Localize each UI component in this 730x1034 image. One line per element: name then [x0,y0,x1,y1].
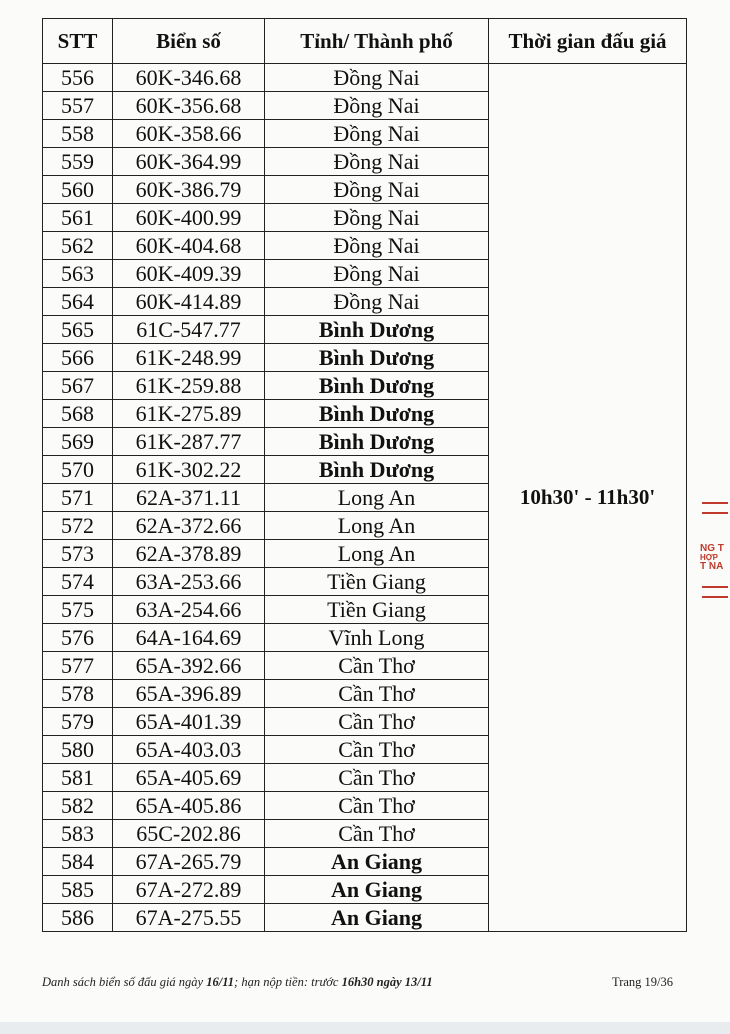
cell-province: Bình Dương [265,316,489,344]
cell-province: Tiền Giang [265,596,489,624]
cell-province: Đồng Nai [265,148,489,176]
cell-province: An Giang [265,904,489,932]
cell-province: Đồng Nai [265,260,489,288]
cell-province: Đồng Nai [265,64,489,92]
stamp-text: NG T [700,543,724,554]
cell-province: Tiền Giang [265,568,489,596]
cell-province: An Giang [265,848,489,876]
footer-prefix: Danh sách biển số đấu giá ngày [42,975,207,989]
header-plate: Biển số [113,19,265,64]
cell-stt: 569 [43,428,113,456]
cell-plate: 60K-409.39 [113,260,265,288]
cell-stt: 562 [43,232,113,260]
cell-plate: 65A-405.69 [113,764,265,792]
cell-stt: 575 [43,596,113,624]
stamp-line-top [702,502,728,514]
cell-stt: 583 [43,820,113,848]
cell-plate: 62A-378.89 [113,540,265,568]
cell-plate: 67A-275.55 [113,904,265,932]
header-province: Tỉnh/ Thành phố [265,19,489,64]
cell-province: Đồng Nai [265,232,489,260]
cell-plate: 67A-272.89 [113,876,265,904]
cell-plate: 61K-302.22 [113,456,265,484]
cell-plate: 64A-164.69 [113,624,265,652]
cell-plate: 60K-346.68 [113,64,265,92]
cell-plate: 62A-372.66 [113,512,265,540]
cell-stt: 574 [43,568,113,596]
cell-stt: 558 [43,120,113,148]
cell-stt: 566 [43,344,113,372]
footer-note [42,975,433,990]
cell-stt: 567 [43,372,113,400]
cell-plate: 65A-401.39 [113,708,265,736]
cell-province: Đồng Nai [265,288,489,316]
red-stamp-fragment [700,498,730,630]
cell-province: Cần Thơ [265,708,489,736]
cell-province: Bình Dương [265,456,489,484]
cell-province: Bình Dương [265,428,489,456]
cell-plate: 65A-392.66 [113,652,265,680]
cell-plate: 60K-414.89 [113,288,265,316]
cell-plate: 67A-265.79 [113,848,265,876]
cell-stt: 579 [43,708,113,736]
cell-stt: 578 [43,680,113,708]
header-auction-time: Thời gian đấu giá [489,19,687,64]
cell-province: Đồng Nai [265,176,489,204]
cell-stt: 564 [43,288,113,316]
cell-stt: 580 [43,736,113,764]
cell-stt: 577 [43,652,113,680]
page-number: Trang 19/36 [612,975,674,989]
cell-plate: 61K-275.89 [113,400,265,428]
footer-deadline: 16h30 ngày 13/11 [341,975,433,989]
table-row [43,64,687,92]
cell-plate: 61C-547.77 [113,316,265,344]
cell-stt: 563 [43,260,113,288]
cell-province: Đồng Nai [265,204,489,232]
cell-stt: 586 [43,904,113,932]
cell-auction-time: 10h30' - 11h30' [489,64,687,932]
cell-province: Cần Thơ [265,680,489,708]
cell-plate: 60K-358.66 [113,120,265,148]
cell-plate: 60K-404.68 [113,232,265,260]
cell-plate: 65A-403.03 [113,736,265,764]
cell-plate: 61K-287.77 [113,428,265,456]
cell-stt: 585 [43,876,113,904]
cell-stt: 565 [43,316,113,344]
cell-plate: 65C-202.86 [113,820,265,848]
bottom-strip [0,1022,730,1034]
cell-province: Long An [265,540,489,568]
cell-province: An Giang [265,876,489,904]
cell-plate: 60K-364.99 [113,148,265,176]
cell-province: Bình Dương [265,372,489,400]
cell-province: Đồng Nai [265,92,489,120]
cell-plate: 63A-253.66 [113,568,265,596]
cell-stt: 561 [43,204,113,232]
cell-stt: 584 [43,848,113,876]
table-body [43,64,687,932]
cell-stt: 572 [43,512,113,540]
cell-plate: 60K-400.99 [113,204,265,232]
cell-plate: 62A-371.11 [113,484,265,512]
cell-province: Cần Thơ [265,820,489,848]
cell-province: Cần Thơ [265,652,489,680]
cell-plate: 65A-405.86 [113,792,265,820]
cell-stt: 568 [43,400,113,428]
cell-stt: 573 [43,540,113,568]
cell-province: Cần Thơ [265,792,489,820]
stamp-line-bottom [702,586,728,598]
cell-province: Cần Thơ [265,764,489,792]
cell-plate: 65A-396.89 [113,680,265,708]
cell-stt: 556 [43,64,113,92]
cell-stt: 559 [43,148,113,176]
cell-stt: 576 [43,624,113,652]
cell-stt: 581 [43,764,113,792]
stamp-text: T NA [700,561,724,572]
stamp-text: HỢP [700,553,718,562]
cell-province: Bình Dương [265,344,489,372]
cell-plate: 61K-259.88 [113,372,265,400]
cell-province: Long An [265,512,489,540]
cell-plate: 60K-386.79 [113,176,265,204]
cell-stt: 582 [43,792,113,820]
table-header-row [43,19,687,64]
cell-stt: 557 [43,92,113,120]
cell-province: Vĩnh Long [265,624,489,652]
header-stt: STT [43,19,113,64]
footer-middle: ; hạn nộp tiền: trước [234,975,342,989]
cell-plate: 61K-248.99 [113,344,265,372]
cell-plate: 60K-356.68 [113,92,265,120]
footer-auction-date: 16/11 [206,975,235,989]
cell-stt: 560 [43,176,113,204]
cell-province: Long An [265,484,489,512]
cell-stt: 570 [43,456,113,484]
cell-province: Đồng Nai [265,120,489,148]
cell-province: Cần Thơ [265,736,489,764]
cell-stt: 571 [43,484,113,512]
auction-table [42,18,687,932]
cell-plate: 63A-254.66 [113,596,265,624]
cell-province: Bình Dương [265,400,489,428]
